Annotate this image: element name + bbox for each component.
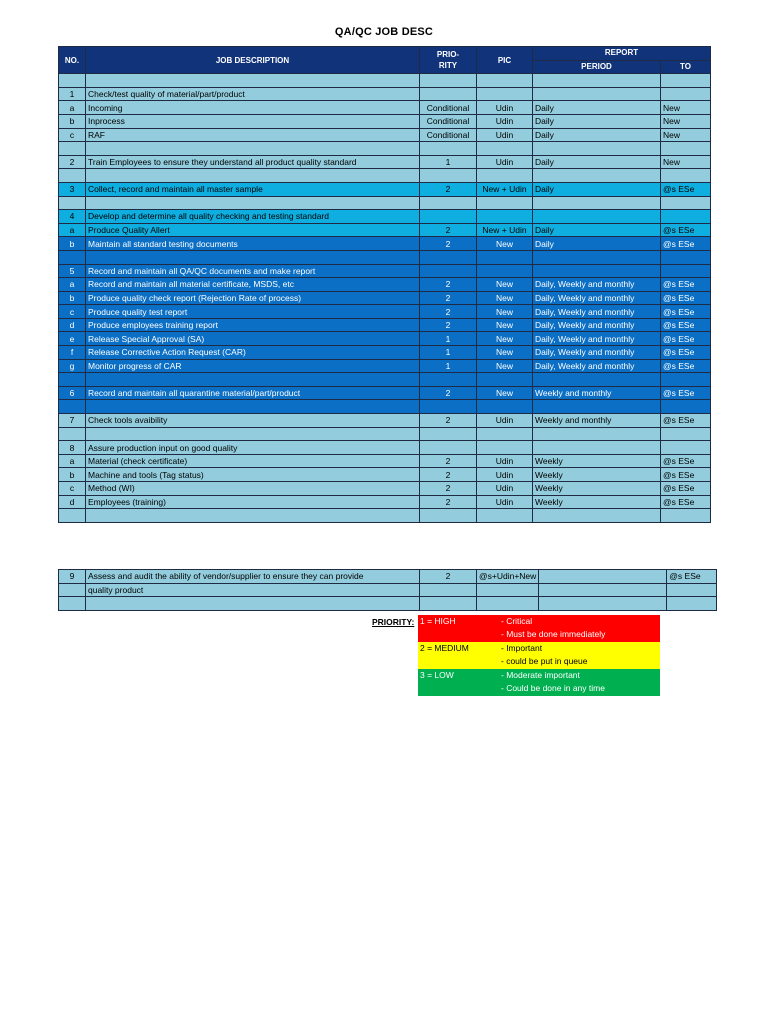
row-number: c [59, 482, 86, 496]
row-pic: Udin [477, 495, 533, 509]
row-period: Daily [533, 182, 661, 196]
row-period [533, 74, 661, 88]
row-description: Method (WI) [86, 482, 420, 496]
priority-high-desc-1: - Critical [501, 616, 533, 626]
row-period: Weekly [533, 482, 661, 496]
priority-medium-desc-1: - Important [501, 643, 543, 653]
table-row [59, 278, 711, 292]
row-priority [420, 250, 477, 264]
row-pic [477, 427, 533, 441]
table-row [59, 318, 711, 332]
row-period: Daily, Weekly and monthly [533, 278, 661, 292]
row-pic: Udin [477, 454, 533, 468]
row-period: Daily [533, 128, 661, 142]
table-row [59, 264, 711, 278]
row-pic: Udin [477, 482, 533, 496]
row-priority: 2 [420, 318, 477, 332]
row-priority: 2 [420, 454, 477, 468]
row-pic [477, 196, 533, 210]
row-pic: New [477, 278, 533, 292]
row-to [661, 400, 711, 414]
row-number: a [59, 223, 86, 237]
row-description: Release Corrective Action Request (CAR) [86, 346, 420, 360]
table-row [59, 386, 711, 400]
row-to [661, 427, 711, 441]
table-row [59, 142, 711, 156]
row-number [59, 583, 86, 597]
row-period: Daily, Weekly and monthly [533, 291, 661, 305]
row-pic [477, 583, 539, 597]
row-description: Assess and audit the ability of vendor/supplier to ensure they can provide [86, 570, 420, 584]
row-to: New [661, 155, 711, 169]
row-period [533, 250, 661, 264]
table-row [59, 427, 711, 441]
table-row [59, 400, 711, 414]
table-row [59, 441, 711, 455]
row-to: @s ESe [661, 305, 711, 319]
row-number: c [59, 128, 86, 142]
header-no: NO. [59, 47, 86, 74]
row-to [661, 87, 711, 101]
row-priority: 2 [420, 291, 477, 305]
row-period [533, 142, 661, 156]
row-period [533, 373, 661, 387]
row-priority: 1 [420, 155, 477, 169]
row-period [533, 87, 661, 101]
row-pic [477, 142, 533, 156]
row-number [59, 250, 86, 264]
row-pic [477, 210, 533, 224]
row-description: Monitor progress of CAR [86, 359, 420, 373]
table-row [59, 87, 711, 101]
row-description: Inprocess [86, 114, 420, 128]
table-row [59, 128, 711, 142]
table-row [59, 182, 711, 196]
row-description: Record and maintain all QA/QC documents and make report [86, 264, 420, 278]
row-pic [477, 373, 533, 387]
row-pic: New [477, 318, 533, 332]
row-to: New [661, 128, 711, 142]
row-to: @s ESe [661, 278, 711, 292]
header-report: REPORT [533, 47, 711, 61]
row-number: d [59, 495, 86, 509]
row-pic [477, 169, 533, 183]
row-pic: New [477, 359, 533, 373]
row-priority [420, 74, 477, 88]
row-to [661, 441, 711, 455]
row-pic [477, 597, 539, 611]
row-priority: 2 [420, 482, 477, 496]
table-row [59, 495, 711, 509]
table-row [59, 250, 711, 264]
row-number: b [59, 468, 86, 482]
row-period: Weekly and monthly [533, 386, 661, 400]
row-to: @s ESe [661, 332, 711, 346]
row-to [661, 373, 711, 387]
row-priority: Conditional [420, 114, 477, 128]
row-number: a [59, 101, 86, 115]
header-job-description: JOB DESCRIPTION [86, 47, 420, 74]
row-to: @s ESe [661, 359, 711, 373]
row-number [59, 142, 86, 156]
row-priority [420, 441, 477, 455]
audit-rows [59, 570, 717, 611]
row-pic [477, 74, 533, 88]
row-priority: 2 [420, 414, 477, 428]
row-description: Train Employees to ensure they understand all product quality standard [86, 155, 420, 169]
table-row [59, 155, 711, 169]
row-number: c [59, 305, 86, 319]
priority-medium-desc-2: - could be put in queue [501, 656, 588, 666]
row-number: b [59, 114, 86, 128]
table-row [59, 454, 711, 468]
row-description [86, 373, 420, 387]
row-number [59, 169, 86, 183]
row-priority: 2 [420, 495, 477, 509]
row-description: Collect, record and maintain all master sample [86, 182, 420, 196]
row-priority [420, 87, 477, 101]
row-period [533, 196, 661, 210]
row-to [661, 210, 711, 224]
row-priority [420, 142, 477, 156]
row-pic: Udin [477, 155, 533, 169]
row-description: Develop and determine all quality checking and testing standard [86, 210, 420, 224]
row-to: @s ESe [661, 468, 711, 482]
row-description [86, 196, 420, 210]
row-pic: New [477, 346, 533, 360]
row-to: @s ESe [661, 291, 711, 305]
row-description: Record and maintain all quarantine material/part/product [86, 386, 420, 400]
job-description-table [58, 46, 711, 523]
table-row [59, 583, 717, 597]
row-number: 4 [59, 210, 86, 224]
row-to [661, 264, 711, 278]
row-description: Maintain all standard testing documents [86, 237, 420, 251]
row-description: Produce employees training report [86, 318, 420, 332]
row-number: g [59, 359, 86, 373]
row-priority: 2 [420, 305, 477, 319]
row-description [86, 250, 420, 264]
row-pic: New + Udin [477, 223, 533, 237]
row-pic [477, 264, 533, 278]
row-to: New [661, 101, 711, 115]
row-to: @s ESe [661, 414, 711, 428]
row-number [59, 509, 86, 523]
row-to: @s ESe [661, 182, 711, 196]
row-pic [477, 441, 533, 455]
table-row [59, 332, 711, 346]
row-description: RAF [86, 128, 420, 142]
row-period [533, 400, 661, 414]
row-description: quality product [86, 583, 420, 597]
row-period: Daily [533, 101, 661, 115]
row-priority [420, 583, 477, 597]
row-number [59, 400, 86, 414]
table-row [59, 114, 711, 128]
row-priority [420, 169, 477, 183]
table-row [59, 196, 711, 210]
table-row [59, 570, 717, 584]
row-to [661, 74, 711, 88]
row-to [661, 142, 711, 156]
row-period [533, 509, 661, 523]
row-period: Daily, Weekly and monthly [533, 359, 661, 373]
row-to: @s ESe [661, 223, 711, 237]
row-number [59, 373, 86, 387]
row-pic: New [477, 386, 533, 400]
row-pic: New [477, 332, 533, 346]
row-period [539, 570, 667, 584]
row-to [661, 196, 711, 210]
priority-low-desc-2: - Could be done in any time [501, 683, 605, 693]
row-period: Daily [533, 155, 661, 169]
row-priority [420, 196, 477, 210]
row-priority [420, 597, 477, 611]
priority-high-desc-2: - Must be done immediately [501, 629, 606, 639]
row-description: Employees (training) [86, 495, 420, 509]
header-priority: PRIO- RITY [420, 47, 477, 74]
table-row [59, 468, 711, 482]
row-description: Produce Quality Allert [86, 223, 420, 237]
row-to: @s ESe [661, 454, 711, 468]
row-priority: 2 [420, 278, 477, 292]
row-number: 3 [59, 182, 86, 196]
row-pic: @s+Udin+New [477, 570, 539, 584]
row-to: @s ESe [661, 237, 711, 251]
row-period [533, 441, 661, 455]
row-number: 5 [59, 264, 86, 278]
priority-low-desc-1: - Moderate important [501, 670, 580, 680]
row-period: Daily [533, 237, 661, 251]
row-pic: New [477, 291, 533, 305]
row-description [86, 74, 420, 88]
row-number: d [59, 318, 86, 332]
row-number: e [59, 332, 86, 346]
row-to [661, 169, 711, 183]
row-to: @s ESe [661, 318, 711, 332]
priority-medium-band [418, 642, 660, 669]
table-row [59, 346, 711, 360]
table-row [59, 210, 711, 224]
header-pic: PIC [477, 47, 533, 74]
row-priority: 2 [420, 182, 477, 196]
row-description [86, 509, 420, 523]
row-description [86, 400, 420, 414]
row-period [533, 264, 661, 278]
row-description [86, 169, 420, 183]
row-pic: New [477, 237, 533, 251]
row-priority: Conditional [420, 101, 477, 115]
priority-low-band [418, 669, 660, 696]
row-number [59, 427, 86, 441]
table-row [59, 223, 711, 237]
row-pic: Udin [477, 114, 533, 128]
row-priority [420, 427, 477, 441]
row-priority: 1 [420, 332, 477, 346]
row-pic [477, 509, 533, 523]
header-to: TO [661, 60, 711, 74]
row-pic: New [477, 305, 533, 319]
table-row [59, 291, 711, 305]
row-period [539, 583, 667, 597]
row-to [667, 583, 717, 597]
row-period [533, 427, 661, 441]
row-to: @s ESe [661, 386, 711, 400]
row-priority: 2 [420, 223, 477, 237]
row-description: Check tools avaibility [86, 414, 420, 428]
row-period: Weekly and monthly [533, 414, 661, 428]
row-to [661, 509, 711, 523]
row-number [59, 74, 86, 88]
row-to: @s ESe [661, 346, 711, 360]
row-priority: Conditional [420, 128, 477, 142]
row-priority [420, 264, 477, 278]
priority-low-level: 3 = LOW [420, 670, 454, 680]
job-rows [59, 74, 711, 523]
table-row [59, 305, 711, 319]
row-description: Incoming [86, 101, 420, 115]
row-priority [420, 373, 477, 387]
row-period [533, 210, 661, 224]
row-to: @s ESe [661, 495, 711, 509]
row-description [86, 597, 420, 611]
table-row [59, 169, 711, 183]
row-pic [477, 400, 533, 414]
header-period: PERIOD [533, 60, 661, 74]
row-period: Daily, Weekly and monthly [533, 332, 661, 346]
row-priority: 2 [420, 468, 477, 482]
row-to: @s ESe [661, 482, 711, 496]
row-to: @s ESe [667, 570, 717, 584]
table-row [59, 482, 711, 496]
row-period: Weekly [533, 454, 661, 468]
row-description: Machine and tools (Tag status) [86, 468, 420, 482]
row-priority [420, 509, 477, 523]
row-pic: Udin [477, 468, 533, 482]
priority-legend [418, 615, 660, 696]
row-priority: 2 [420, 570, 477, 584]
row-description [86, 142, 420, 156]
row-number: f [59, 346, 86, 360]
row-pic [477, 250, 533, 264]
row-description: Material (check certificate) [86, 454, 420, 468]
table-row [59, 414, 711, 428]
row-priority [420, 400, 477, 414]
row-number: a [59, 454, 86, 468]
row-period: Daily [533, 223, 661, 237]
row-number: a [59, 278, 86, 292]
row-pic: New + Udin [477, 182, 533, 196]
row-to [661, 250, 711, 264]
row-period: Weekly [533, 468, 661, 482]
row-pic: Udin [477, 101, 533, 115]
row-pic [477, 87, 533, 101]
row-description: Check/test quality of material/part/product [86, 87, 420, 101]
row-number [59, 196, 86, 210]
row-period: Weekly [533, 495, 661, 509]
row-priority: 2 [420, 386, 477, 400]
table-row [59, 373, 711, 387]
row-number: 9 [59, 570, 86, 584]
row-number: 1 [59, 87, 86, 101]
audit-table [58, 569, 717, 611]
row-description: Produce quality test report [86, 305, 420, 319]
row-number: 2 [59, 155, 86, 169]
row-description: Release Special Approval (SA) [86, 332, 420, 346]
page-title: QA/QC JOB DESC [334, 26, 434, 38]
priority-high-band [418, 615, 660, 642]
row-number: b [59, 291, 86, 305]
row-period: Daily, Weekly and monthly [533, 346, 661, 360]
row-priority: 1 [420, 346, 477, 360]
row-description: Assure production input on good quality [86, 441, 420, 455]
priority-legend-label: PRIORITY: [372, 617, 415, 627]
row-priority [420, 210, 477, 224]
table-row [59, 237, 711, 251]
priority-high-level: 1 = HIGH [420, 616, 456, 626]
row-to [667, 597, 717, 611]
table-row [59, 101, 711, 115]
row-priority: 1 [420, 359, 477, 373]
row-priority: 2 [420, 237, 477, 251]
row-number: 6 [59, 386, 86, 400]
row-number: 8 [59, 441, 86, 455]
row-number [59, 597, 86, 611]
priority-medium-level: 2 = MEDIUM [420, 643, 469, 653]
row-period [539, 597, 667, 611]
table-row [59, 359, 711, 373]
row-description [86, 427, 420, 441]
row-period: Daily, Weekly and monthly [533, 318, 661, 332]
row-number: 7 [59, 414, 86, 428]
row-period: Daily, Weekly and monthly [533, 305, 661, 319]
table-row [59, 74, 711, 88]
row-period [533, 169, 661, 183]
table-row [59, 509, 711, 523]
row-description: Produce quality check report (Rejection Rate of process) [86, 291, 420, 305]
row-pic: Udin [477, 128, 533, 142]
table-row [59, 597, 717, 611]
row-to: New [661, 114, 711, 128]
row-description: Record and maintain all material certificate, MSDS, etc [86, 278, 420, 292]
row-pic: Udin [477, 414, 533, 428]
row-number: b [59, 237, 86, 251]
row-period: Daily [533, 114, 661, 128]
